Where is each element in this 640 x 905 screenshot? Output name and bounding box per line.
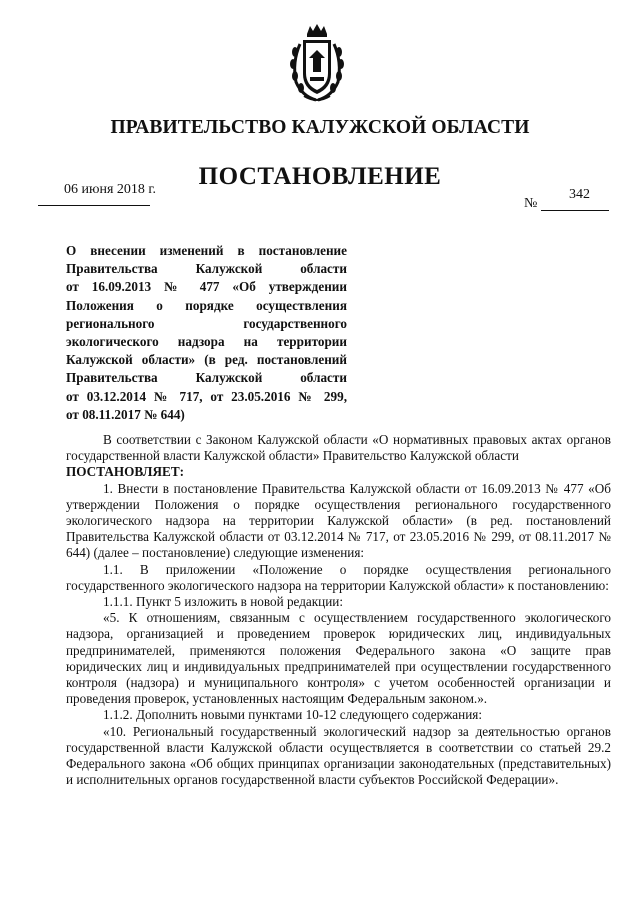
- title-line: регионального государственного: [66, 315, 347, 331]
- coat-of-arms-icon: [288, 22, 346, 104]
- paragraph-1-1: 1.1. В приложении «Положение о порядке осуществления регионального государственного экологического надзора на территории Калужской области» к постановлению:: [66, 561, 611, 593]
- title-line: от 08.11.2017 № 644): [66, 406, 185, 422]
- government-name: ПРАВИТЕЛЬСТВО КАЛУЖСКОЙ ОБЛАСТИ: [110, 117, 530, 138]
- clause-5-text: «5. К отношениям, связанным с осуществлением государственного экологического надзора, организацией и проведением проверок юридических лиц, индивидуальных предпринимателей, применяются положения Федерального закона «О защите прав юридических лиц и индивидуальных предпринимателей при осуществлении государственного контроля (надзора) и муниципального контроля» с учетом особенностей организации и проведения проверок, установленных настоящим Федеральным законом.».: [66, 610, 611, 707]
- paragraph-1: 1. Внести в постановление Правительства Калужской области от 16.09.2013 № 477 «Об утверждении Положения о порядке осуществления регионального государственного экологического надзора на территории Калужской области» (в ред. постановлений Правительства Калужской области от 03.12.2014 № 717, от 23.05.2016 № 299, от 08.11.2017 № 644) (далее – постановление) следующие изменения:: [66, 480, 611, 561]
- resolves-heading: ПОСТАНОВЛЯЕТ:: [66, 464, 185, 480]
- title-line: Положения о порядке осуществления: [66, 297, 347, 313]
- clause-10-text: «10. Региональный государственный экологический надзор за деятельностью органов государственной власти Калужской области осуществляется в соответствии со статьей 29.2 Федерального закона «Об общих принципах организации законодательных (представительных) и исполнительных органов государственной власти субъектов Российской Федерации».: [66, 723, 611, 788]
- document-body: [66, 432, 611, 788]
- paragraph-1-1-1: 1.1.1. Пункт 5 изложить в новой редакции:: [103, 594, 344, 610]
- number-underline: [541, 210, 609, 211]
- title-line: О внесении изменений в постановление: [66, 243, 347, 258]
- title-line: Правительства Калужской области: [66, 261, 347, 277]
- document-date: 06 июня 2018 г.: [64, 182, 157, 197]
- title-line: от 03.12.2014 № 717, от 23.05.2016 № 299,: [66, 388, 347, 404]
- title-line: экологического надзора на территории: [66, 334, 347, 350]
- date-underline: [38, 205, 150, 206]
- document-type: ПОСТАНОВЛЕНИЕ: [198, 163, 442, 190]
- title-line: Правительства Калужской области: [66, 370, 347, 386]
- document-number: 342: [569, 187, 590, 202]
- title-line: Калужской области» (в ред. постановлений: [66, 352, 347, 368]
- paragraph-1-1-2: 1.1.2. Дополнить новыми пунктами 10-12 следующего содержания:: [103, 707, 483, 723]
- number-label: №: [524, 196, 538, 211]
- title-line: от 16.09.2013 № 477 «Об утверждении: [66, 279, 347, 295]
- preamble-paragraph: В соответствии с Законом Калужской области «О нормативных правовых актах органов государственной власти Калужской области» Правительство Калужской области: [66, 432, 611, 464]
- document-title: [66, 242, 347, 424]
